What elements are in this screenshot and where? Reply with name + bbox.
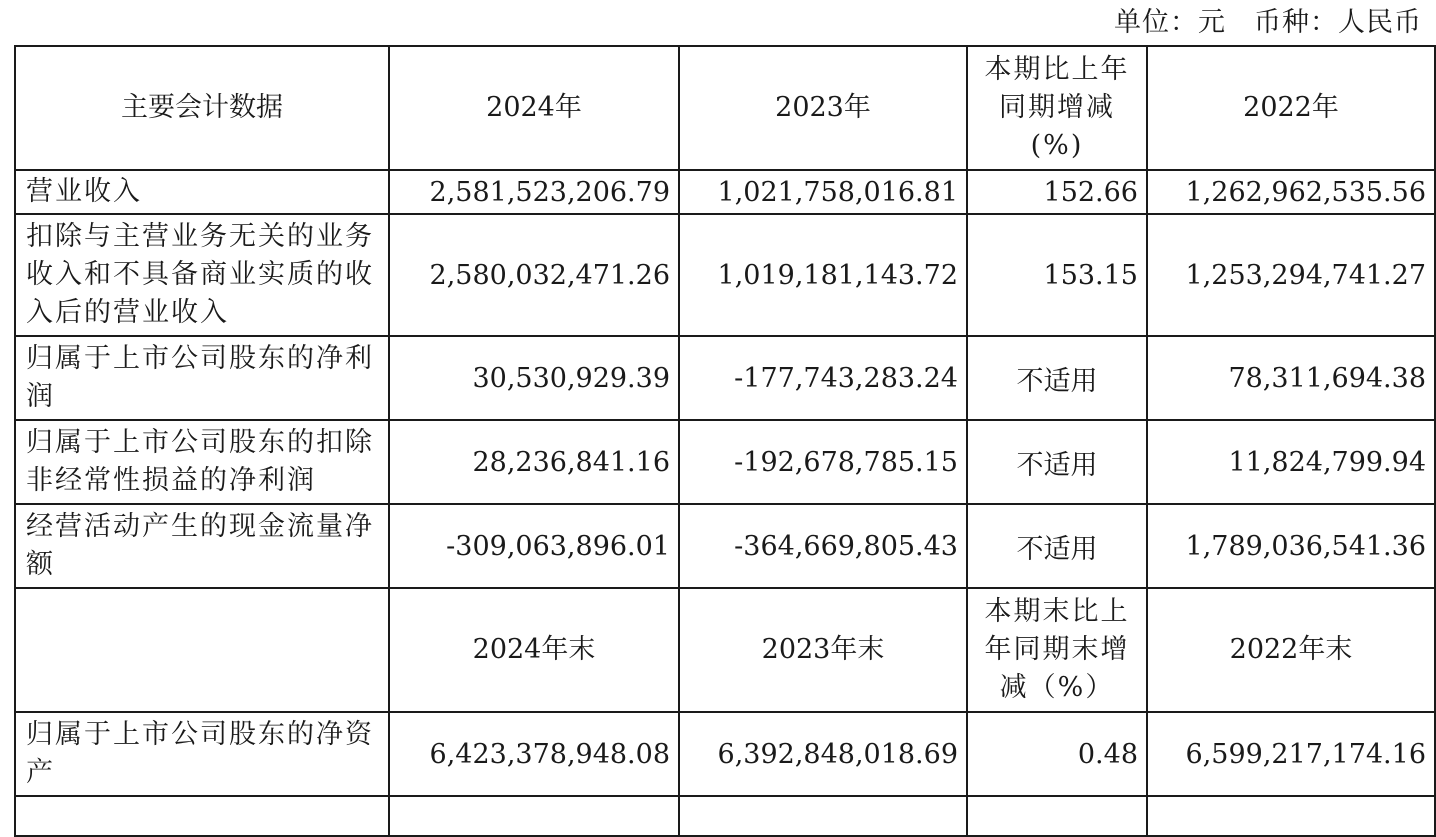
table-row bbox=[15, 170, 1435, 214]
row-2022-value: 11,824,799.94 bbox=[1147, 420, 1435, 504]
subheader-item bbox=[15, 588, 389, 712]
row-label: 归属于上市公司股东的净利润 bbox=[15, 336, 389, 420]
key-accounting-data-table bbox=[14, 45, 1436, 837]
row-label: 经营活动产生的现金流量净额 bbox=[15, 504, 389, 588]
row-2022-value: 1,262,962,535.56 bbox=[1147, 170, 1435, 214]
row-2023-value: 1,021,758,016.81 bbox=[679, 170, 967, 214]
table-row bbox=[15, 214, 1435, 336]
table-row-partial bbox=[15, 796, 1435, 836]
subheader-2023: 2023年末 bbox=[679, 588, 967, 712]
row-change-value: 不适用 bbox=[967, 504, 1147, 588]
header-change: 本期比上年同期增减(%) bbox=[967, 46, 1147, 170]
row-label: 归属于上市公司股东的净资产 bbox=[15, 712, 389, 796]
row-2024-value: -309,063,896.01 bbox=[389, 504, 679, 588]
subheader-change: 本期末比上年同期末增减（%） bbox=[967, 588, 1147, 712]
header-2022: 2022年 bbox=[1147, 46, 1435, 170]
row-2024-value: 2,581,523,206.79 bbox=[389, 170, 679, 214]
row-2024-value-cut bbox=[389, 796, 679, 836]
table-row bbox=[15, 336, 1435, 420]
header-2023: 2023年 bbox=[679, 46, 967, 170]
row-label: 归属于上市公司股东的扣除非经常性损益的净利润 bbox=[15, 420, 389, 504]
row-change-value: 不适用 bbox=[967, 336, 1147, 420]
row-2022-value: 1,253,294,741.27 bbox=[1147, 214, 1435, 336]
subheader-2022: 2022年末 bbox=[1147, 588, 1435, 712]
row-2022-value: 78,311,694.38 bbox=[1147, 336, 1435, 420]
row-2024-value: 28,236,841.16 bbox=[389, 420, 679, 504]
row-2022-value-cut bbox=[1147, 796, 1435, 836]
row-2024-value: 6,423,378,948.08 bbox=[389, 712, 679, 796]
row-change-value: 152.66 bbox=[967, 170, 1147, 214]
table-row bbox=[15, 420, 1435, 504]
table-row bbox=[15, 504, 1435, 588]
row-change-value: 153.15 bbox=[967, 214, 1147, 336]
table-subheader-row bbox=[15, 588, 1435, 712]
table-header-row bbox=[15, 46, 1435, 170]
row-2024-value: 2,580,032,471.26 bbox=[389, 214, 679, 336]
row-2022-value: 1,789,036,541.36 bbox=[1147, 504, 1435, 588]
row-label-cut bbox=[15, 796, 389, 836]
row-2023-value: -364,669,805.43 bbox=[679, 504, 967, 588]
row-2024-value: 30,530,929.39 bbox=[389, 336, 679, 420]
row-label: 营业收入 bbox=[15, 170, 389, 214]
row-2023-value: 6,392,848,018.69 bbox=[679, 712, 967, 796]
row-2023-value: -192,678,785.15 bbox=[679, 420, 967, 504]
subheader-2024: 2024年末 bbox=[389, 588, 679, 712]
table-row bbox=[15, 712, 1435, 796]
header-item: 主要会计数据 bbox=[15, 46, 389, 170]
unit-currency-note bbox=[1114, 6, 1422, 40]
row-change-value-cut bbox=[967, 796, 1147, 836]
row-label: 扣除与主营业务无关的业务收入和不具备商业实质的收入后的营业收入 bbox=[15, 214, 389, 336]
row-2023-value: -177,743,283.24 bbox=[679, 336, 967, 420]
row-change-value: 0.48 bbox=[967, 712, 1147, 796]
currency-label: 币种：人民币 bbox=[1254, 7, 1422, 38]
row-2023-value-cut bbox=[679, 796, 967, 836]
row-2023-value: 1,019,181,143.72 bbox=[679, 214, 967, 336]
row-change-value: 不适用 bbox=[967, 420, 1147, 504]
row-2022-value: 6,599,217,174.16 bbox=[1147, 712, 1435, 796]
header-2024: 2024年 bbox=[389, 46, 679, 170]
unit-label: 单位：元 bbox=[1114, 7, 1226, 38]
